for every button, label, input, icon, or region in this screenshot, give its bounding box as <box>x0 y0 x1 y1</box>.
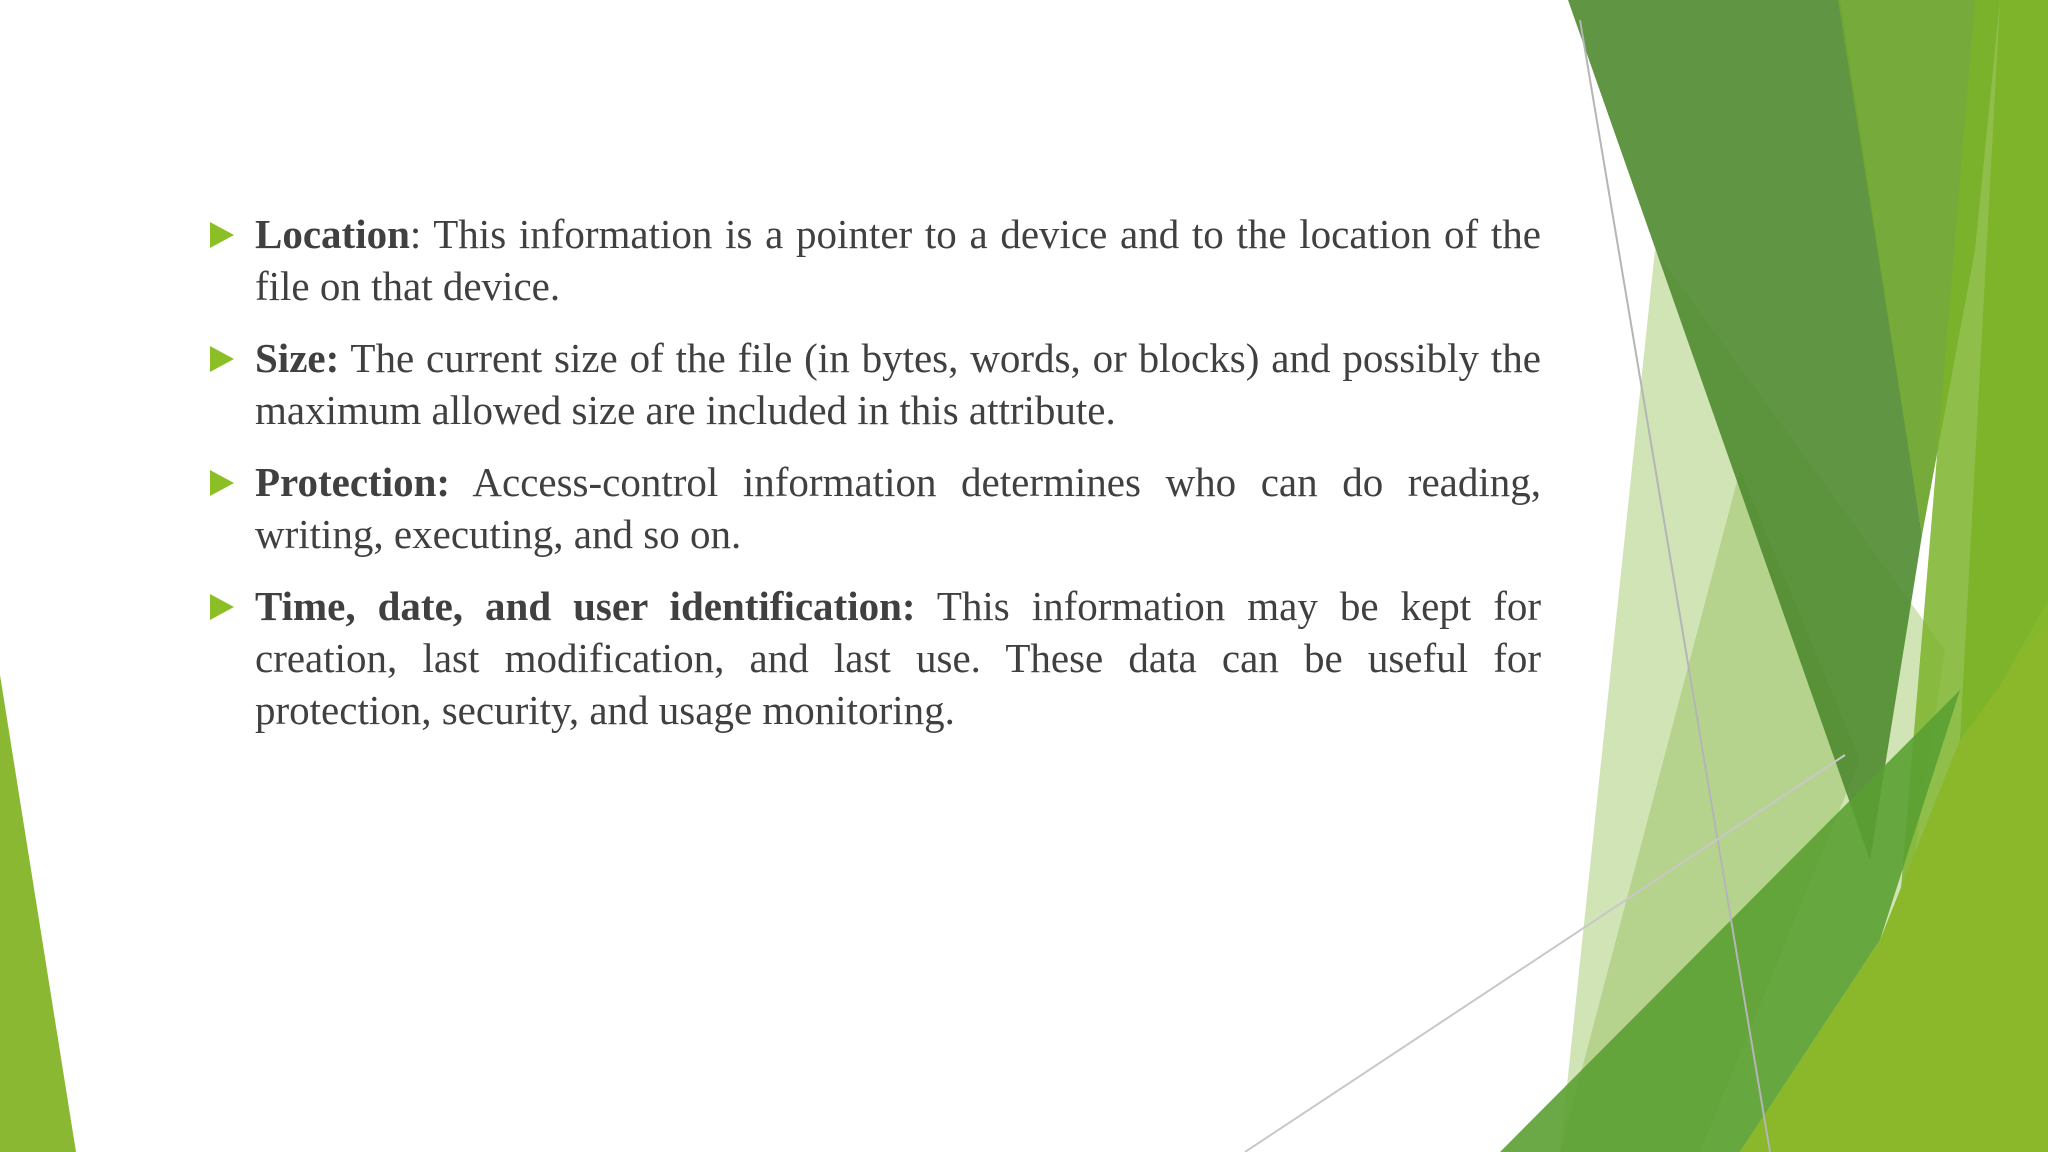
bullet-text: Access-control information determines who can do reading, writing, executing, and so on. <box>255 459 1541 557</box>
left-green-sliver <box>0 675 76 1152</box>
bullet-protection <box>205 456 1541 560</box>
triangle-bullet-icon <box>210 594 234 620</box>
triangle-bullet-icon <box>210 346 234 372</box>
bullet-text: : This information is a pointer to a device and to the location of the file on that device. <box>255 211 1541 309</box>
bullet-text: The current size of the file (in bytes, words, or blocks) and possibly the maximum allowed size are included in this attribute. <box>255 335 1541 433</box>
triangle-bullet-icon <box>210 470 234 496</box>
bullet-term: Size: <box>255 335 340 381</box>
bullet-text: This information may be kept for creation, last modification, and last use. These data can be useful for protection, security, and usage monitoring. <box>255 583 1542 733</box>
triangle-bullet-icon <box>210 222 234 248</box>
bullet-term: Time, date, and user identification: <box>255 583 916 629</box>
bullet-location <box>205 208 1541 312</box>
bullet-size <box>205 332 1541 436</box>
bullet-list <box>205 208 1541 756</box>
bullet-term: Protection: <box>255 459 451 505</box>
bullet-time-date-user <box>205 580 1541 736</box>
bullet-term: Location <box>255 211 410 257</box>
